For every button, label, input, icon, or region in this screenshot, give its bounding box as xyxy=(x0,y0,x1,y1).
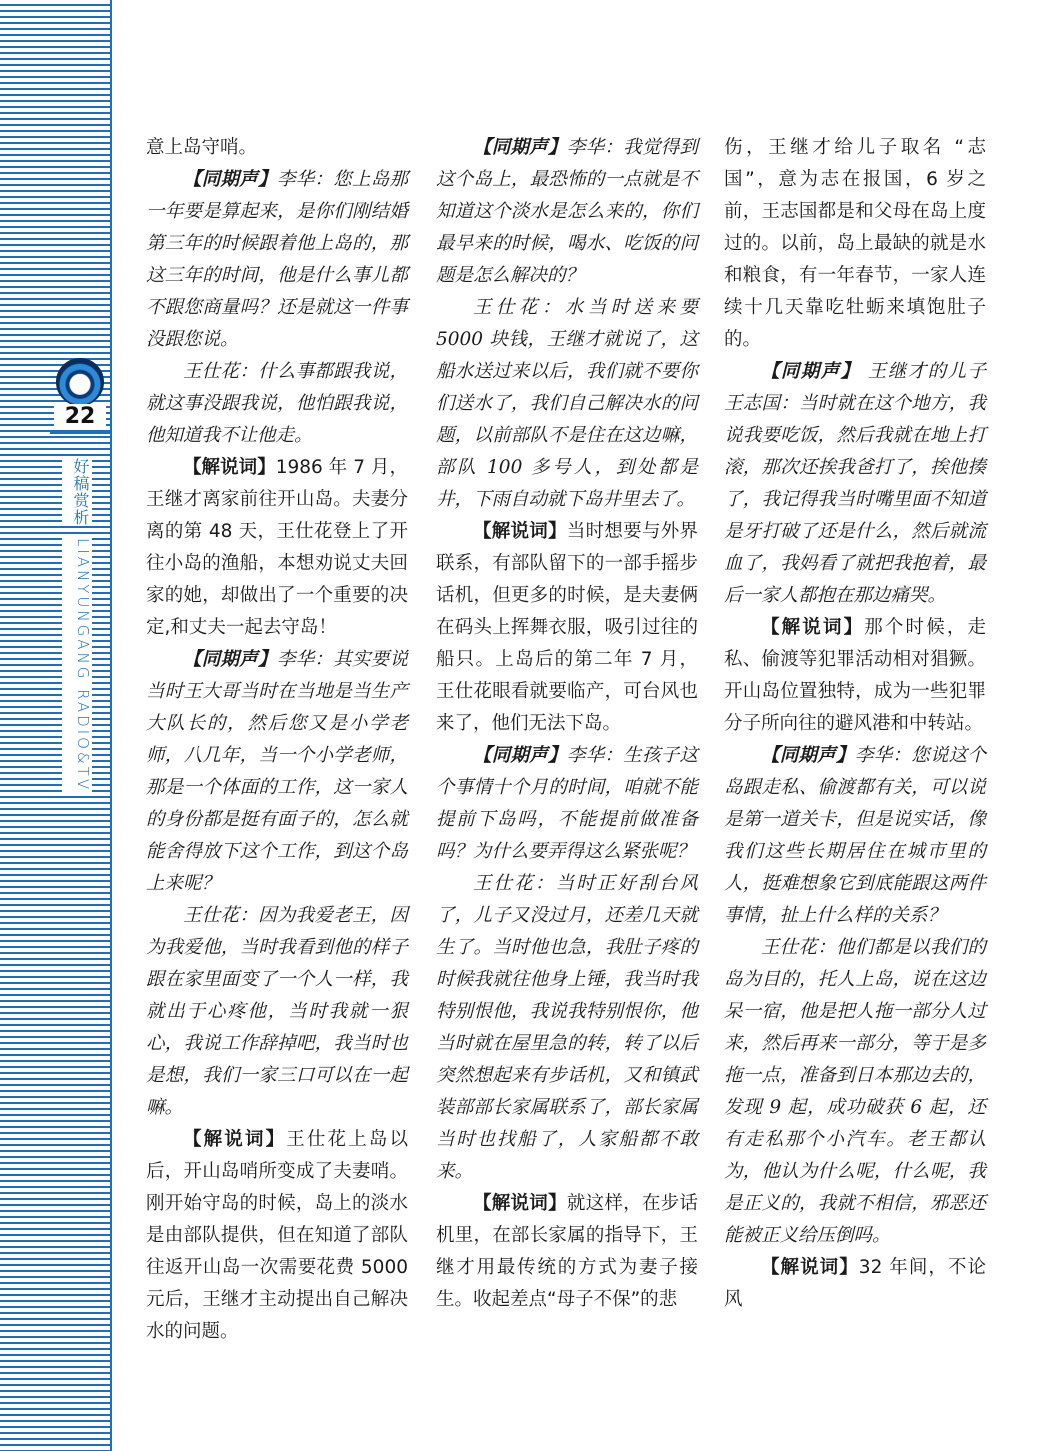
paragraph xyxy=(146,356,408,452)
paragraph-text: 王仕花上岛以后，开山岛哨所变成了夫妻哨。刚开始守岛的时候，岛上的淡水是由部队提供，但在知道了部队往返开山岛一次需要花费 5000 元后，王继才主动提出自己解决水的问题。 xyxy=(146,1129,408,1342)
speaker-tag: 【解说词】 xyxy=(473,1193,567,1214)
magazine-name: LIANYUNGANG RADIO&TV xyxy=(62,538,92,792)
speaker-tag: 【解说词】 xyxy=(473,521,567,542)
text-column-2 xyxy=(436,132,698,1316)
paragraph-text: 李华：您说这个岛跟走私、偷渡都有关，可以说是第一道关卡，但是说实话，像我们这些长期居住在城市里的人，挺难想象它到底能跟这两件事情，扯上什么样的关系？ xyxy=(724,745,986,926)
paragraph-text: 32 年间，不论风 xyxy=(724,1257,986,1310)
paragraph xyxy=(146,132,408,164)
paragraph-text: 王仕花：因为我爱老王，因为我爱他，当时我看到他的样子跟在家里面变了一个人一样，我就出于心疼他，当时我就一狠心，我说工作辞掉吧，我当时也是想，我们一家三口可以在一起嘛。 xyxy=(146,905,408,1118)
paragraph xyxy=(724,356,986,612)
paragraph xyxy=(724,1252,986,1316)
station-logo-icon xyxy=(56,358,104,406)
speaker-tag: 【同期声】 xyxy=(761,361,861,382)
speaker-tag: 【同期声】 xyxy=(473,137,567,158)
paragraph xyxy=(436,740,698,868)
text-column-3 xyxy=(724,132,986,1316)
paragraph-text: 李华：其实要说当时王大哥当时在当地是当生产大队长的，然后您又是小学老师，八几年，当一个小学老师，那是一个体面的工作，这一家人的身份都是挺有面子的，怎么就能舍得放下这个工作，到这个岛上来呢？ xyxy=(146,649,408,894)
paragraph xyxy=(436,132,698,292)
paragraph-text: 王仕花：水当时送来要 5000 块钱，王继才就说了，这船水送过来以后，我们就不要你们送水了，我们自己解决水的问题，以前部队不是住在这边嘛，部队 100 多号人，到处都是井，下雨自动就下岛井里去了。 xyxy=(436,297,698,510)
paragraph-text: 李华：您上岛那一年要是算起来，是你们刚结婚第三年的时候跟着他上岛的，那这三年的时间，他是什么事儿都不跟您商量吗？还是就这一件事没跟您说。 xyxy=(146,169,408,350)
paragraph-text: 王仕花：什么事都跟我说，就这事没跟我说，他怕跟我说，他知道我不让他走。 xyxy=(146,361,408,446)
paragraph xyxy=(146,644,408,900)
page-number-rule xyxy=(50,432,112,434)
speaker-tag: 【解说词】 xyxy=(761,1257,859,1278)
paragraph-text: 王仕花：当时正好刮台风了，儿子又没过月，还差几天就生了。当时他也急，我肚子疼的时候我就往他身上锤，我当时我特别恨他，我说我特别恨你，他当时就在屋里急的转，转了以后突然想起来有步话机，又和镇武装部部长家属联系了，部长家属当时也找船了，人家船都不敢来。 xyxy=(436,873,698,1182)
paragraph-text: 李华：我觉得到这个岛上，最恐怖的一点就是不知道这个淡水是怎么来的，你们最早来的时候，喝水、吃饭的问题是怎么解决的？ xyxy=(436,137,698,286)
section-label: 好稿赏析 xyxy=(62,458,92,526)
paragraph xyxy=(146,164,408,356)
speaker-tag: 【解说词】 xyxy=(183,457,276,478)
paragraph-text: 就这样，在步话机里，在部长家属的指导下，王继才用最传统的方式为妻子接生。收起差点“母子不保”的悲 xyxy=(436,1193,698,1310)
speaker-tag: 【同期声】 xyxy=(473,745,567,766)
paragraph xyxy=(436,292,698,516)
paragraph-text: 伤，王继才给儿子取名 “志国”，意为志在报国，6 岁之前，王志国都是和父母在岛上度过的。以前，岛上最缺的就是水和粮食，有一年春节，一家人连续十几天靠吃牡蛎来填饱肚子的。 xyxy=(724,137,986,350)
paragraph-text: 那个时候，走私、偷渡等犯罪活动相对猖獗。开山岛位置独特，成为一些犯罪分子所向往的避风港和中转站。 xyxy=(724,617,986,734)
paragraph-text: 王仕花：他们都是以我们的岛为目的，托人上岛，说在这边呆一宿，他是把人拖一部分人过来，然后再来一部分，等于是多拖一点，准备到日本那边去的，发现 9 起，成功破获 6 起，还有走私那个小汽车。老王都认为，他认为什么呢，什么呢，我是正义的，我就不相信，邪恶还能被正义给压倒吗。 xyxy=(724,937,986,1246)
paragraph-text: 1986 年 7 月，王继才离家前往开山岛。夫妻分离的第 48 天，王仕花登上了开往小岛的渔船，本想劝说丈夫回家的她，却做出了一个重要的决定,和丈夫一起去守岛！ xyxy=(146,457,408,638)
paragraph xyxy=(436,516,698,740)
paragraph xyxy=(724,740,986,932)
speaker-tag: 【同期声】 xyxy=(183,169,277,190)
speaker-tag: 【同期声】 xyxy=(183,649,277,670)
paragraph xyxy=(146,452,408,644)
paragraph xyxy=(724,932,986,1252)
paragraph-text: 王继才的儿子王志国：当时就在这个地方，我说我要吃饭，然后我就在地上打滚，那次还挨我爸打了，挨他揍了，我记得我当时嘴里面不知道是牙打破了还是什么，然后就流血了，我妈看了就把我抱着，最后一家人都抱在那边痛哭。 xyxy=(724,361,986,606)
paragraph xyxy=(724,132,986,356)
paragraph xyxy=(724,612,986,740)
page-number: 22 xyxy=(54,404,106,429)
paragraph xyxy=(146,900,408,1124)
text-column-1 xyxy=(146,132,408,1348)
paragraph xyxy=(436,1188,698,1316)
speaker-tag: 【解说词】 xyxy=(761,617,865,638)
speaker-tag: 【解说词】 xyxy=(183,1129,287,1150)
paragraph xyxy=(146,1124,408,1348)
speaker-tag: 【同期声】 xyxy=(761,745,855,766)
paragraph-text: 当时想要与外界联系，有部队留下的一部手摇步话机，但更多的时候，是夫妻俩在码头上挥舞衣服，吸引过往的船只。上岛后的第二年 7 月，王仕花眼看就要临产，可台风也来了，他们无法下岛。 xyxy=(436,521,698,734)
striped-margin xyxy=(0,0,112,1451)
paragraph-text: 意上岛守哨。 xyxy=(146,137,258,158)
paragraph xyxy=(436,868,698,1188)
paragraph-text: 李华：生孩子这个事情十个月的时间，咱就不能提前下岛吗，不能提前做准备吗？为什么要弄得这么紧张呢？ xyxy=(436,745,698,862)
